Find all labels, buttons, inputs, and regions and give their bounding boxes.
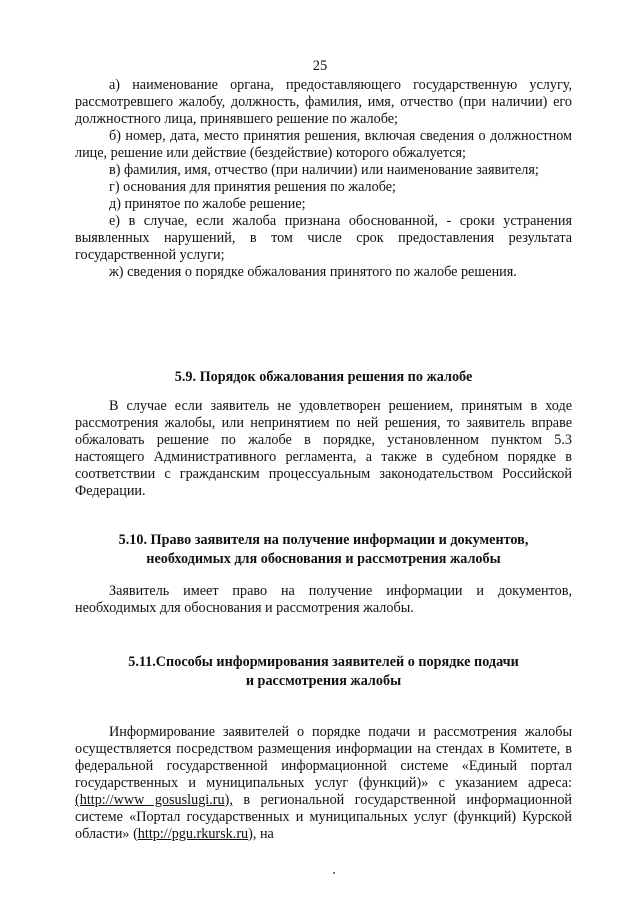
section-5-11-heading-line2: и рассмотрения жалобы [245, 673, 402, 689]
section-5-11-heading [75, 653, 572, 691]
list-item-v: в) фамилия, имя, отчество (при наличии) или наименование заявителя; [109, 162, 539, 178]
list-item-b: б) номер, дата, место принятия решения, включая сведения о должностном лице, решение или действие (бездействие) которого обжалуется; [75, 128, 572, 161]
list-item-g: г) основания для принятия решения по жалобе; [109, 179, 396, 195]
list-item-d: д) принятое по жалобе решение; [109, 196, 306, 212]
list-block [75, 77, 572, 281]
page-number: 25 [312, 58, 328, 74]
section-5-9-text: В случае если заявитель не удовлетворен решением, принятым в ходе рассмотрения жалобы, или непринятием по ней решения, то заявитель вправе обжаловать решение по жалобе в порядке, установленном пунктом 5.3 настоящего Административного регламента, а также в судебном порядке в соответствии с гражданским процессуальным законодательством Российской Федерации. [75, 398, 572, 499]
scan-speck [333, 872, 335, 874]
pgu-rkursk-link[interactable]: http://pgu.rkursk.ru [137, 826, 249, 842]
gosuslugi-link[interactable]: (http://www gosuslugi.ru), [75, 792, 233, 808]
list-item-zh: ж) сведения о порядке обжалования принятого по жалобе решения. [109, 264, 517, 280]
section-5-10-heading-line1: 5.10. Право заявителя на получение информации и документов, [118, 532, 529, 548]
section-5-11-text-part3: ), на [248, 826, 274, 842]
section-5-10-text: Заявитель имеет право на получение информации и документов, необходимых для обоснования и рассмотрения жалобы. [75, 583, 572, 616]
section-5-11-text-part2: в региональной государственной информационной системе «Портал государственных и муниципальных услуг (функций) Курской области» ( [75, 792, 573, 842]
section-5-10-heading [75, 531, 572, 569]
section-5-9-body [75, 398, 572, 500]
section-5-11-body [75, 724, 572, 843]
section-5-11-text-part1: Информирование заявителей о порядке подачи и рассмотрения жалобы осуществляется посредством размещения информации на стендах в Комитете, в федеральной государственной информационной системе «Единый портал государственных и муниципальных услуг (функций)» с указанием адреса: [75, 724, 572, 791]
section-5-9-heading [75, 368, 572, 387]
list-item-e: е) в случае, если жалоба признана обоснованной, - сроки устранения выявленных нарушений, в том числе срок предоставления результата государственной услуги; [75, 213, 572, 263]
section-5-11-text [75, 724, 572, 843]
section-5-9-heading-text: 5.9. Порядок обжалования решения по жалобе [174, 369, 473, 385]
section-5-10-body [75, 583, 572, 617]
list-item-a: а) наименование органа, предоставляющего государственную услугу, рассмотревшего жалобу, должность, фамилия, имя, отчество (при наличии) его должностного лица, принявшего решение по жалобе; [75, 77, 572, 127]
section-5-11-heading-line1: 5.11.Способы информирования заявителей о порядке подачи [128, 654, 519, 670]
section-5-10-heading-line2: необходимых для обоснования и рассмотрения жалобы [146, 551, 501, 567]
